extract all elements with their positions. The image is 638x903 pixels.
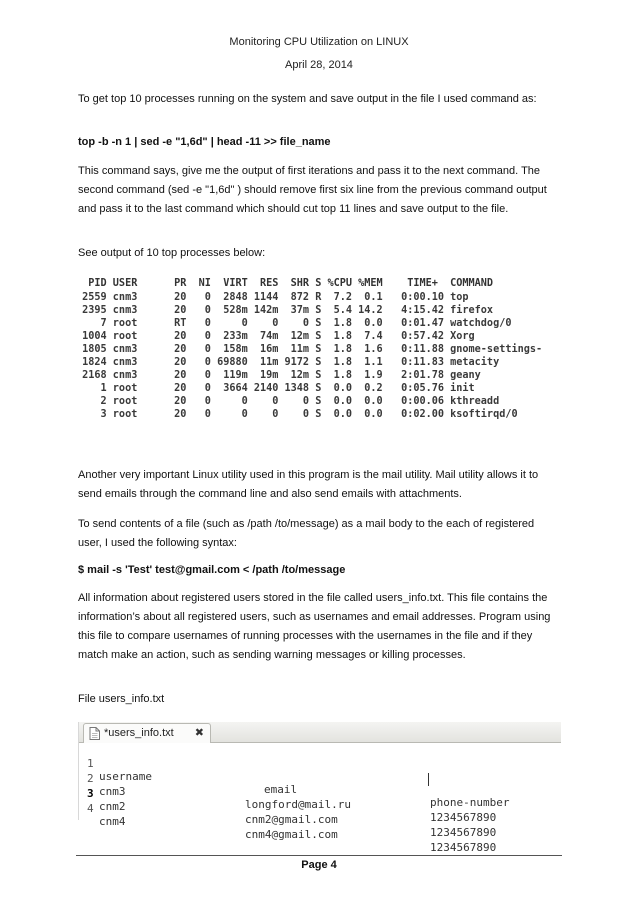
tab-users-info[interactable] (83, 723, 211, 743)
mail-utility-paragraph: Another very important Linux utility used in this program is the mail utility. Mail utility allows it to send emails through the command line and also send emails with attachments. (78, 469, 539, 500)
footer-divider (76, 855, 562, 856)
editor-tab-bar (79, 722, 561, 743)
output-intro: See output of 10 top processes below: (78, 247, 266, 259)
process-row: 2 root 20 0 0 0 0 S 0.0 0.0 0:00.06 kthreadd (76, 396, 500, 407)
email-cell: cnm2@gmail.com (245, 813, 338, 826)
document-title: Monitoring CPU Utilization on LINUX (229, 36, 409, 48)
process-row: 1805 cnm3 20 0 158m 16m 11m S 1.8 1.6 0:11.88 gnome-settings- (76, 344, 543, 355)
process-row: 1004 root 20 0 233m 74m 12m S 1.8 7.4 0:57.42 Xorg (76, 331, 475, 342)
top-command: top -b -n 1 | sed -e "1,6d" | head -11 >> file_name (78, 136, 331, 148)
command-explanation: This command says, give me the output of first iterations and pass it to the next command. The second command (sed -e "1,6d" ) should remove first six line from the previous command output and pass it to the last command which should cut top 11 lines and save output to the file. (78, 165, 547, 215)
phone-cell: 1234567890 (430, 841, 497, 854)
process-row: 7 root RT 0 0 0 0 S 1.8 0.0 0:01.47 watchdog/0 (76, 318, 512, 329)
text-cursor (428, 773, 429, 786)
phone-cell: phone-number (430, 796, 510, 809)
line-number: 3 (87, 787, 94, 800)
username-cell: cnm4 (99, 815, 126, 828)
line-number: 1 (87, 757, 94, 770)
intro-paragraph: To get top 10 processes running on the system and save output in the file I used command as: (78, 93, 537, 105)
email-cell: email (264, 783, 298, 796)
username-cell: cnm2 (99, 800, 126, 813)
top-output-screenshot (76, 274, 560, 430)
phone-cell: 1234567890 (430, 811, 497, 824)
process-row: 3 root 20 0 0 0 0 S 0.0 0.0 0:02.00 ksoftirqd/0 (76, 409, 518, 420)
username-cell: username (99, 770, 152, 783)
email-cell: cnm4@gmail.com (245, 828, 338, 841)
file-label: File users_info.txt (78, 693, 165, 705)
tab-label: *users_info.txt (104, 727, 174, 739)
process-row: 1824 cnm3 20 0 69880 11m 9172 S 1.8 1.1 0:11.83 metacity (76, 357, 500, 368)
users-info-paragraph: All information about registered users stored in the file called users_info.txt. This file contains the information’s about all registered users, such as usernames and email addresses. Program using this file to compare usernames of running processes with the usernames in the file and if they match make an action, such as sending warning messages or killing processes. (78, 592, 551, 661)
document-icon (89, 727, 100, 740)
page-number: Page 4 (301, 859, 337, 871)
process-row: 2395 cnm3 20 0 528m 142m 37m S 5.4 14.2 4:15.42 firefox (76, 305, 494, 316)
process-row: 2559 cnm3 20 0 2848 1144 872 R 7.2 0.1 0:00.10 top (76, 292, 469, 303)
line-number: 2 (87, 772, 94, 785)
line-number: 4 (87, 802, 94, 815)
phone-cell: 1234567890 (430, 826, 497, 839)
top-output-header: PID USER PR NI VIRT RES SHR S %CPU %MEM TIME+ COMMAND (76, 278, 494, 289)
close-icon[interactable]: ✖ (194, 727, 204, 739)
document-date: April 28, 2014 (285, 59, 353, 71)
username-cell: cnm3 (99, 785, 126, 798)
editor-screenshot (78, 722, 561, 854)
process-row: 1 root 20 0 3664 2140 1348 S 0.0 0.2 0:05.76 init (76, 383, 475, 394)
email-cell: longford@mail.ru (245, 798, 351, 811)
process-row: 2168 cnm3 20 0 119m 19m 12m S 1.8 1.9 2:01.78 geany (76, 370, 481, 381)
mail-syntax-intro: To send contents of a file (such as /path /to/message) as a mail body to the each of registered user, I used the following syntax: (78, 518, 535, 549)
mail-command: $ mail -s 'Test' test@gmail.com < /path /to/message (78, 564, 346, 576)
